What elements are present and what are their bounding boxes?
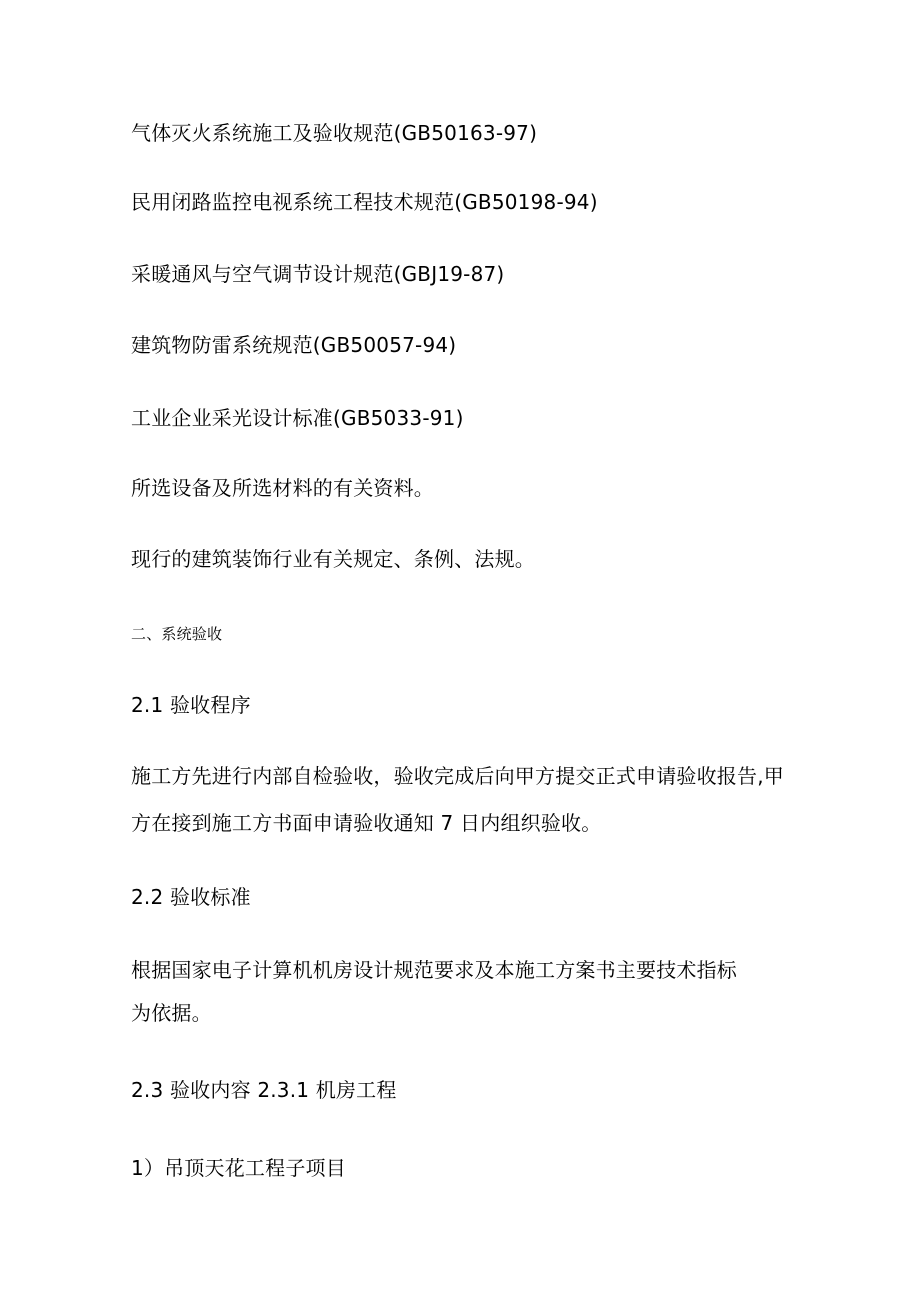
standard-text-line: 根据国家电子计算机机房设计规范要求及本施工方案书主要技术指标	[131, 958, 737, 982]
equipment-note: 所选设备及所选材料的有关资料。	[131, 476, 434, 500]
procedure-text-line: 施工方先进行内部自检验收，验收完成后向甲方提交正式申请验收报告,甲	[131, 764, 784, 788]
regulation-note: 现行的建筑装饰行业有关规定、条例、法规。	[131, 547, 535, 571]
content-heading: 2.3 验收内容 2.3.1 机房工程	[131, 1078, 397, 1102]
procedure-heading: 2.1 验收程序	[131, 693, 251, 717]
standard-text-line: 为依据。	[131, 1001, 212, 1025]
section-heading: 二、系统验收	[131, 625, 223, 643]
procedure-text-line: 方在接到施工方书面申请验收通知 7 日内组织验收。	[131, 811, 602, 835]
content-item: 1）吊顶天花工程子项目	[131, 1156, 346, 1180]
standard-item: 建筑物防雷系统规范(GB50057-94)	[131, 333, 457, 357]
standard-heading: 2.2 验收标准	[131, 885, 251, 909]
standard-item: 气体灭火系统施工及验收规范(GB50163-97)	[131, 121, 538, 145]
standard-item: 民用闭路监控电视系统工程技术规范(GB50198-94)	[131, 190, 598, 214]
standard-item: 工业企业采光设计标准(GB5033-91)	[131, 406, 464, 430]
standard-item: 采暖通风与空气调节设计规范(GBJ19-87)	[131, 262, 505, 286]
